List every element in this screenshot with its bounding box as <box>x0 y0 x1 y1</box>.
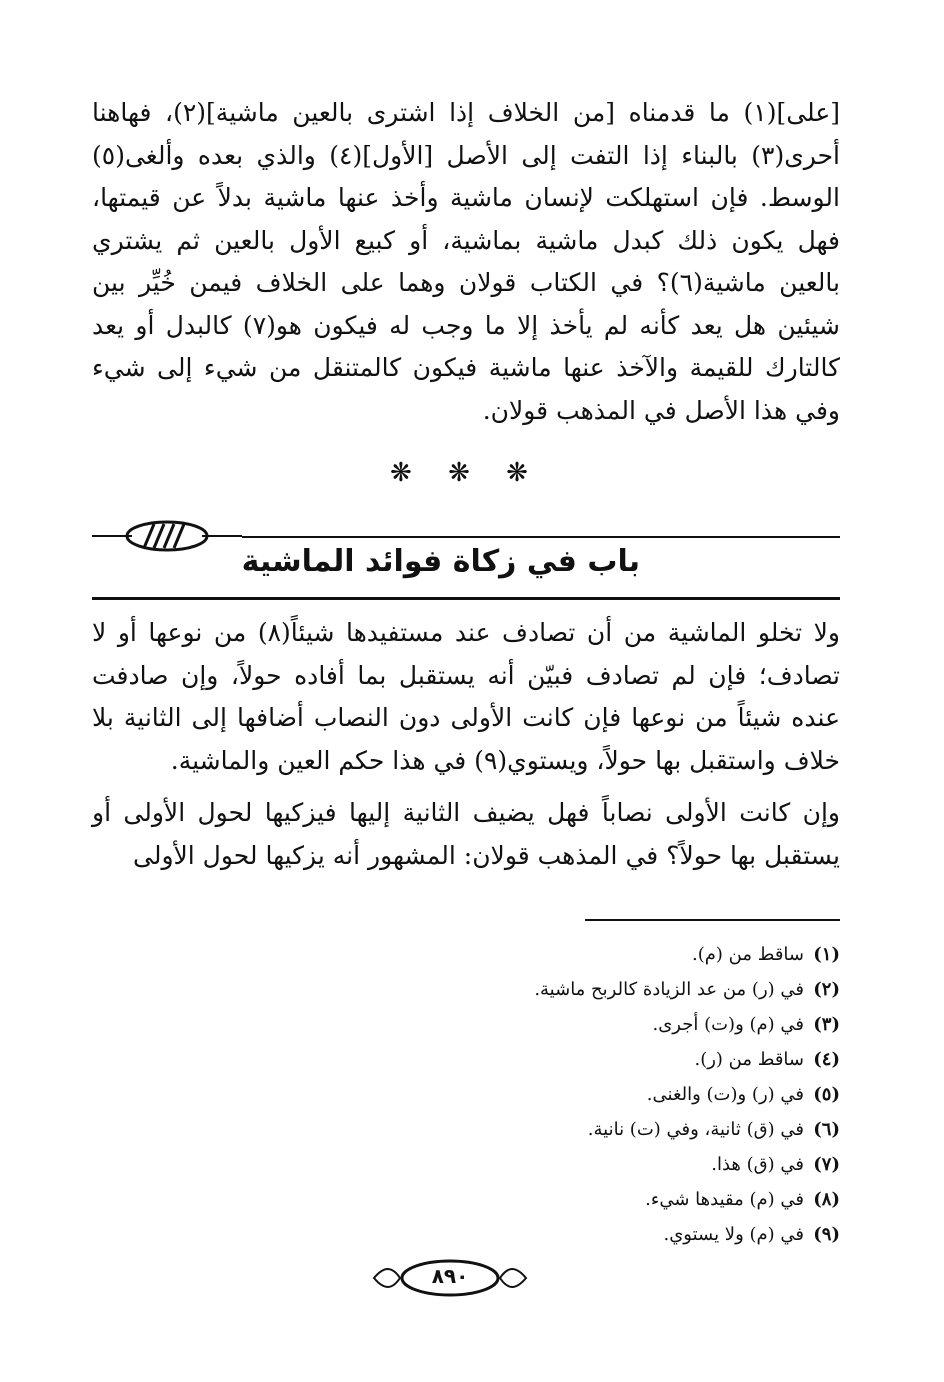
footnote-item <box>92 1217 840 1252</box>
footnote-text: في (م) و(ت) أجرى. <box>652 1014 804 1035</box>
footnote-rule <box>585 919 840 921</box>
footnote-item <box>92 972 840 1007</box>
footnote-item <box>92 1147 840 1182</box>
heading-ornament-icon <box>92 516 242 556</box>
page-number: ٨٩٠ <box>431 1264 469 1288</box>
page-content <box>92 92 840 1252</box>
footnote-number: (٣) <box>813 1014 840 1035</box>
footnote-number: (٤) <box>813 1049 840 1070</box>
footnote-number: (٧) <box>813 1154 840 1175</box>
footnote-item <box>92 1112 840 1147</box>
footnote-number: (٩) <box>813 1224 840 1245</box>
footnote-text: ساقط من (م). <box>692 944 804 965</box>
paragraph-2: ولا تخلو الماشية من أن تصادف عند مستفيدها شيئاً(٨) من نوعها أو لا تصادف؛ فإن لم تصادف فبيّن أنه يستقبل بما أفاده حولاً، وإن صادفت عنده شيئاً من نوعها فإن كانت الأولى دون النصاب أضافها إلى الثانية بلا خلاف واستقبل بها حولاً، ويستوي(٩) في هذا حكم العين والماشية. <box>92 618 841 775</box>
page-number-frame <box>370 1256 530 1300</box>
footnote-number: (٨) <box>813 1189 840 1210</box>
heading-bottom-rule <box>92 597 840 600</box>
paragraph-3: وإن كانت الأولى نصاباً فهل يضيف الثانية إليها فيزكيها لحول الأولى أو يستقبل بها حولاً؟ في المذهب قولان: المشهور أنه يزكيها لحول الأولى <box>92 798 840 870</box>
footnote-number: (٢) <box>813 979 840 1000</box>
footnote-text: في (ق) هذا. <box>711 1154 804 1175</box>
footnote-text: في (م) مقيدها شيء. <box>645 1189 804 1210</box>
footnote-number: (١) <box>813 944 840 965</box>
footnote-text: في (ر) من عد الزيادة كالربح ماشية. <box>534 979 804 1000</box>
footnote-item <box>92 1077 840 1112</box>
footnote-number: (٥) <box>813 1084 840 1105</box>
chapter-heading <box>92 506 840 600</box>
footnote-item <box>92 937 840 972</box>
footnote-item <box>92 1042 840 1077</box>
footnote-text: في (م) ولا يستوي. <box>663 1224 804 1245</box>
footnote-text: ساقط من (ر). <box>694 1049 804 1070</box>
footnote-item <box>92 1007 840 1042</box>
footnote-text: في (ق) ثانية، وفي (ت) نانية. <box>587 1119 804 1140</box>
footnote-number: (٦) <box>813 1119 840 1140</box>
footnotes-list <box>92 937 840 1252</box>
paragraph-1: [على](١) ما قدمناه [من الخلاف إذا اشترى بالعين ماشية](٢)، فهاهنا أحرى(٣) بالبناء إذا التفت إلى الأصل [الأول](٤) والذي بعده وألغى(٥) الوسط. فإن استهلكت لإنسان ماشية وأخذ عنها ماشية بدلاً عن قيمتها، فهل يكون ذلك كبدل ماشية بماشية، أو كبيع الأول بالعين ثم يشتري بالعين ماشية(٦)؟ في الكتاب قولان وهما على الخلاف فيمن خُيِّر بين شيئين هل يعد كأنه لم يأخذ إلا ما وجب له فيكون هو(٧) كالبدل أو يعد كالتارك للقيمة والآخذ عنها ماشية فيكون كالمتنقل من شيء إلى شيء وفي هذا الأصل في المذهب قولان. <box>92 98 840 425</box>
footnote-text: في (ر) و(ت) والغنى. <box>646 1084 804 1105</box>
footnote-item <box>92 1182 840 1217</box>
chapter-title: باب في زكاة فوائد الماشية <box>241 544 640 579</box>
section-separator: ❋ ❋ ❋ <box>390 458 542 488</box>
